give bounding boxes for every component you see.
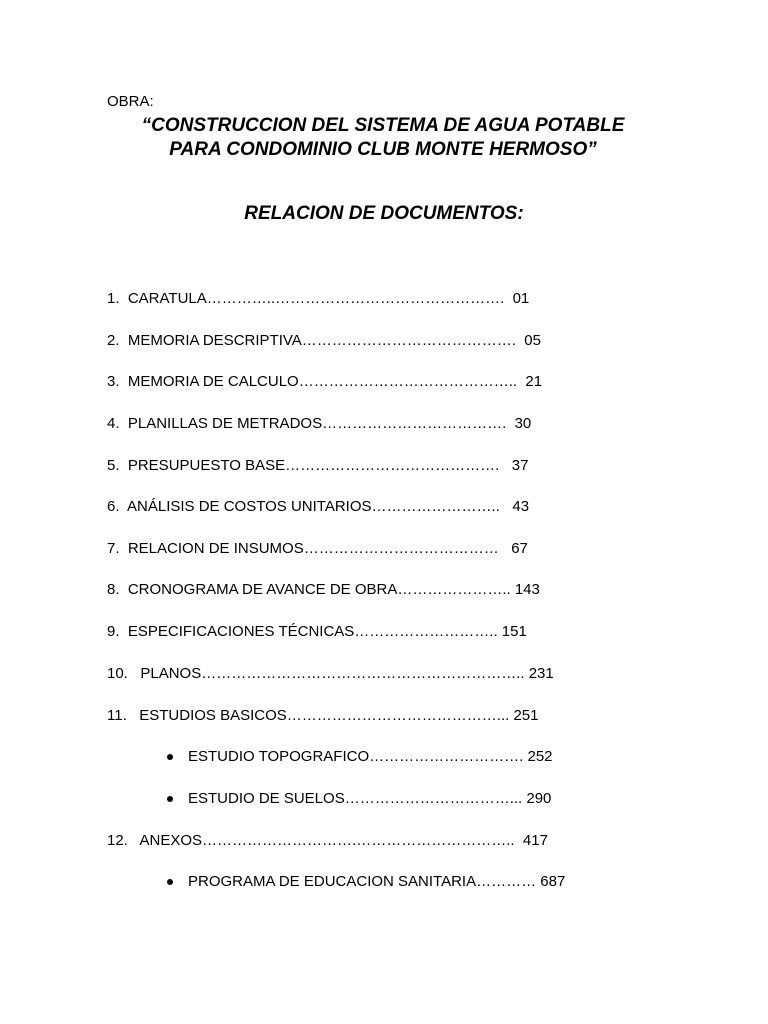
sub-item-estudio-topografico: ESTUDIO TOPOGRAFICO…………………………. 252	[188, 748, 553, 765]
list-item-memoria-calculo: 3. MEMORIA DE CALCULO…………………………………….. 21	[107, 373, 543, 390]
obra-label: OBRA:	[107, 93, 154, 110]
list-item-planillas-metrados: 4. PLANILLAS DE METRADOS………………………………. 30	[107, 415, 532, 432]
section-title: RELACION DE DOCUMENTOS:	[244, 203, 524, 224]
list-item-presupuesto-base: 5. PRESUPUESTO BASE……………………………………. 37	[107, 457, 529, 474]
list-item-planos: 10. PLANOS……………………………………………………….. 231	[107, 665, 554, 682]
bullet-dot-icon	[167, 879, 173, 885]
list-item-cronograma: 8. CRONOGRAMA DE AVANCE DE OBRA………………….. 143	[107, 581, 540, 598]
list-item-estudios-basicos: 11. ESTUDIOS BASICOS……………………………………... 251	[107, 707, 539, 724]
project-title-line-2: PARA CONDOMINIO CLUB MONTE HERMOSO”	[169, 139, 597, 160]
list-item-anexos: 12. ANEXOS………………………….………………………….. 417	[107, 832, 548, 849]
bullet-dot-icon	[167, 754, 173, 760]
list-item-relacion-insumos: 7. RELACION DE INSUMOS………………………………… 67	[107, 540, 528, 557]
sub-item-estudio-suelos: ESTUDIO DE SUELOS……………………………... 290	[188, 790, 552, 807]
sub-item-programa-educacion: PROGRAMA DE EDUCACION SANITARIA………… 687	[188, 873, 566, 890]
list-item-memoria-descriptiva: 2. MEMORIA DESCRIPTIVA……………………………………. 05	[107, 332, 541, 349]
list-item-especificaciones: 9. ESPECIFICACIONES TÉCNICAS……………………….. 151	[107, 623, 527, 640]
bullet-dot-icon	[167, 796, 173, 802]
list-item-caratula: 1. CARATULA…………..………………………………………. 01	[107, 290, 530, 307]
project-title-line-1: “CONSTRUCCION DEL SISTEMA DE AGUA POTABLE	[141, 115, 625, 136]
list-item-analisis-costos: 6. ANÁLISIS DE COSTOS UNITARIOS…………………….. 43	[107, 498, 530, 515]
